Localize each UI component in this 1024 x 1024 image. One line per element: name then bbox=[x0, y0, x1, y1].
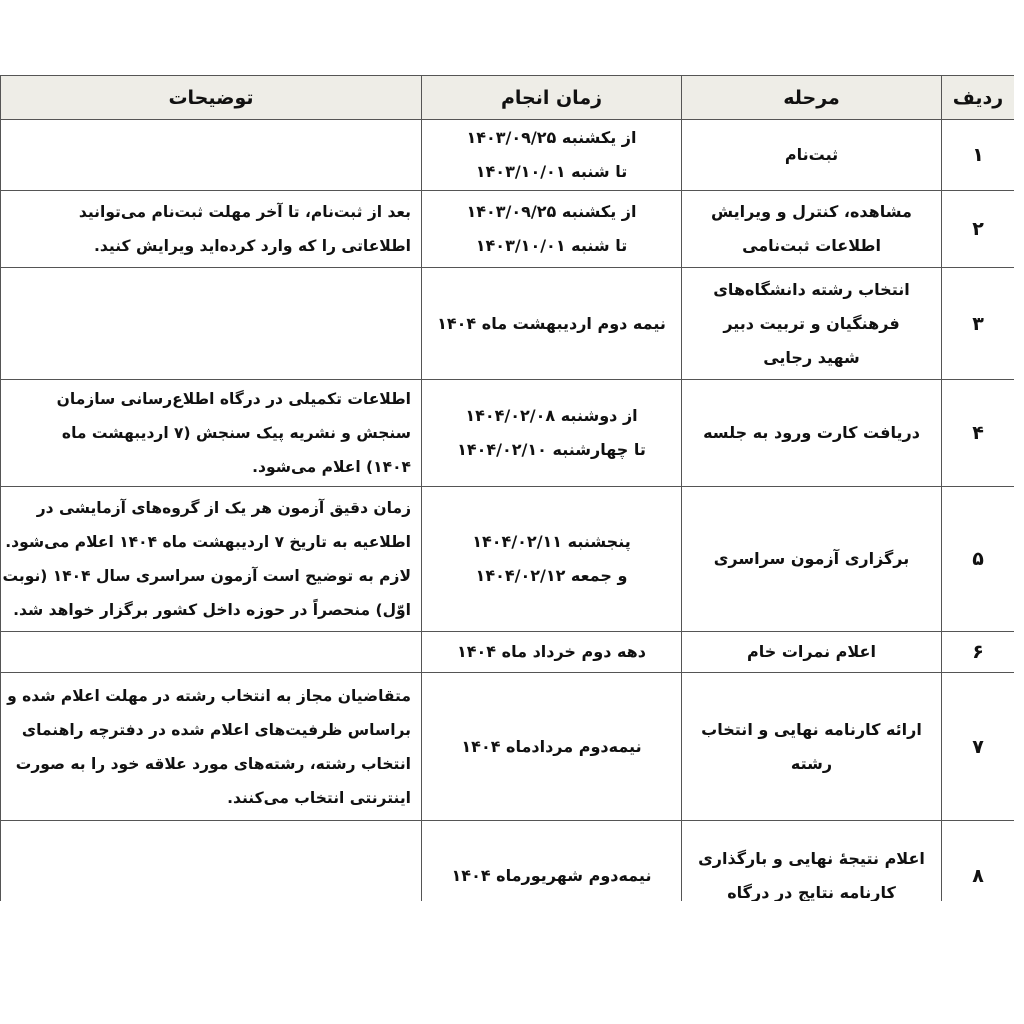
description-cell bbox=[1, 191, 422, 268]
table-row bbox=[1, 632, 1015, 673]
time-cell bbox=[422, 191, 682, 268]
table-row bbox=[1, 673, 1015, 821]
stage-cell bbox=[682, 673, 942, 821]
table-row bbox=[1, 191, 1015, 268]
stage-line: اطلاعات ثبت‌نامی bbox=[742, 236, 881, 255]
schedule-table bbox=[0, 75, 1014, 901]
row-number: ۲ bbox=[942, 191, 1015, 268]
stage-cell bbox=[682, 487, 942, 632]
table-row bbox=[1, 487, 1015, 632]
time-line: از دوشنبه ۱۴۰۴/۰۲/۰۸ bbox=[465, 406, 638, 425]
time-cell bbox=[422, 821, 682, 902]
stage-line: کارنامه نتایج در درگاه bbox=[727, 882, 896, 901]
description-line: متقاضیان مجاز به انتخاب رشته در مهلت اعلام شده و bbox=[7, 686, 411, 705]
stage-cell bbox=[682, 632, 942, 673]
stage-line: رشته bbox=[790, 753, 833, 773]
description-line: ۱۴۰۴) اعلام می‌شود. bbox=[252, 458, 411, 476]
row-number: ۴ bbox=[942, 380, 1015, 487]
description-cell bbox=[1, 632, 422, 673]
time-cell bbox=[422, 673, 682, 821]
description-line: براساس ظرفیت‌های اعلام شده در دفترچه راهنمای bbox=[21, 720, 411, 739]
description-cell bbox=[1, 487, 422, 632]
time-line: تا چهارشنبه ۱۴۰۴/۰۲/۱۰ bbox=[457, 440, 646, 459]
row-number: ۷ bbox=[942, 673, 1015, 821]
stage-line: ارائه کارنامه نهایی و انتخاب bbox=[701, 719, 922, 739]
description-line: سنجش و نشریه پیک سنجش (۷ اردیبهشت ماه bbox=[61, 424, 411, 442]
description-line: بعد از ثبت‌نام، تا آخر مهلت ثبت‌نام می‌توانید bbox=[78, 203, 411, 221]
time-line: نیمه دوم اردیبهشت ماه ۱۴۰۴ bbox=[437, 313, 666, 333]
time-line: دهه دوم خرداد ماه ۱۴۰۴ bbox=[457, 642, 646, 661]
description-cell bbox=[1, 821, 422, 902]
description-cell bbox=[1, 268, 422, 380]
stage-line: انتخاب رشته دانشگاه‌های bbox=[713, 279, 910, 299]
time-line: و جمعه ۱۴۰۴/۰۲/۱۲ bbox=[475, 566, 628, 585]
time-cell bbox=[422, 487, 682, 632]
row-number: ۵ bbox=[942, 487, 1015, 632]
header-row-number: ردیف bbox=[942, 76, 1015, 120]
description-cell bbox=[1, 673, 422, 821]
header-stage: مرحله bbox=[682, 76, 942, 120]
stage-line: شهید رجایی bbox=[763, 347, 860, 367]
description-line: لازم به توضیح است آزمون سراسری سال ۱۴۰۴ (نوبت bbox=[2, 567, 411, 585]
description-line: انتخاب رشته، رشته‌های مورد علاقه خود را به صورت bbox=[15, 754, 411, 773]
header-description: توضیحات bbox=[1, 76, 422, 120]
stage-line: برگزاری آزمون سراسری bbox=[713, 549, 910, 568]
schedule-table-wrapper bbox=[0, 75, 1014, 901]
description-cell bbox=[1, 380, 422, 487]
stage-cell bbox=[682, 268, 942, 380]
table-row bbox=[1, 268, 1015, 380]
time-line: از یکشنبه ۱۴۰۳/۰۹/۲۵ bbox=[466, 128, 637, 147]
row-number: ۳ bbox=[942, 268, 1015, 380]
description-line: اطلاعیه به تاریخ ۷ اردیبهشت ماه ۱۴۰۴ اعلام می‌شود. bbox=[5, 533, 411, 551]
time-line: نیمه‌دوم شهریورماه ۱۴۰۴ bbox=[451, 865, 652, 885]
header-row bbox=[1, 76, 1015, 120]
description-line: اینترنتی انتخاب می‌کنند. bbox=[227, 788, 411, 807]
time-line: از یکشنبه ۱۴۰۳/۰۹/۲۵ bbox=[466, 202, 637, 221]
header-time: زمان انجام bbox=[422, 76, 682, 120]
stage-cell bbox=[682, 191, 942, 268]
stage-line: مشاهده، کنترل و ویرایش bbox=[711, 202, 912, 221]
description-cell bbox=[1, 120, 422, 191]
stage-cell bbox=[682, 821, 942, 902]
row-number: ۶ bbox=[942, 632, 1015, 673]
stage-line: ثبت‌نام bbox=[784, 145, 839, 164]
time-line: پنجشنبه ۱۴۰۴/۰۲/۱۱ bbox=[472, 532, 631, 551]
stage-cell bbox=[682, 380, 942, 487]
stage-line: اعلام نمرات خام bbox=[747, 642, 876, 661]
stage-cell bbox=[682, 120, 942, 191]
table-row bbox=[1, 380, 1015, 487]
time-cell bbox=[422, 380, 682, 487]
table-row bbox=[1, 821, 1015, 902]
time-cell bbox=[422, 268, 682, 380]
table-row bbox=[1, 120, 1015, 191]
description-line: اطلاعات تکمیلی در درگاه اطلاع‌رسانی سازمان bbox=[56, 390, 411, 408]
row-number: ۸ bbox=[942, 821, 1015, 902]
row-number: ۱ bbox=[942, 120, 1015, 191]
description-line: زمان دقیق آزمون هر یک از گروه‌های آزمایشی در bbox=[36, 499, 411, 517]
description-line: اطلاعاتی را که وارد کرده‌اید ویرایش کنید. bbox=[94, 237, 411, 255]
time-line: تا شنبه ۱۴۰۳/۱۰/۰۱ bbox=[475, 236, 628, 255]
time-line: نیمه‌دوم مردادماه ۱۴۰۴ bbox=[461, 736, 642, 756]
stage-line: فرهنگیان و تربیت دبیر bbox=[723, 313, 900, 333]
stage-line: اعلام نتیجۀ نهایی و بارگذاری bbox=[698, 848, 925, 868]
time-cell bbox=[422, 632, 682, 673]
stage-line: دریافت کارت ورود به جلسه bbox=[703, 423, 920, 442]
time-line: تا شنبه ۱۴۰۳/۱۰/۰۱ bbox=[475, 162, 628, 181]
time-cell bbox=[422, 120, 682, 191]
description-line: اوّل) منحصراً در حوزه داخل کشور برگزار خواهد شد. bbox=[13, 601, 411, 619]
